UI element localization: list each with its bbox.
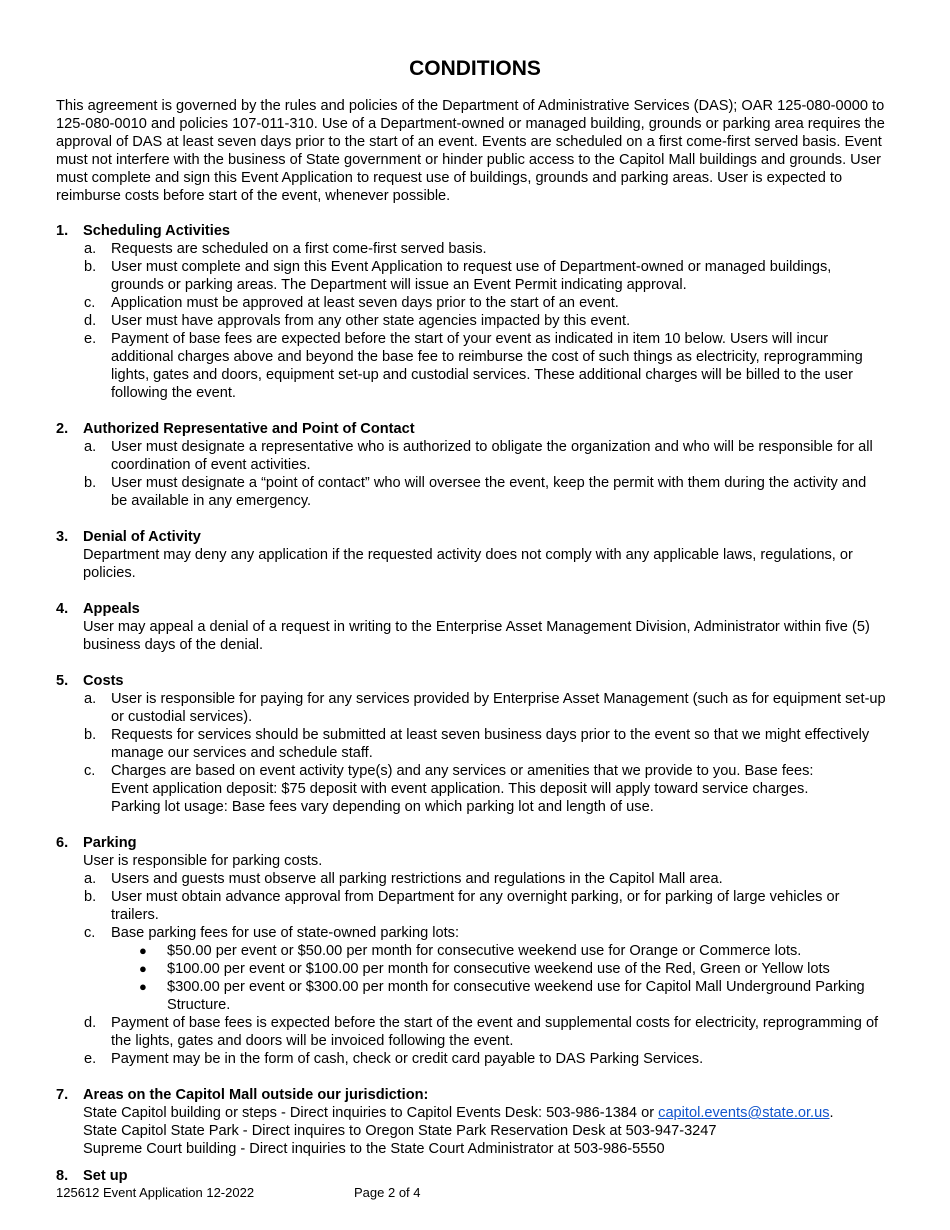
bullet-icon: ●: [139, 979, 147, 994]
list-item: e. Payment may be in the form of cash, check or credit card payable to DAS Parking Services.: [84, 1051, 704, 1067]
intro-paragraph: This agreement is governed by the rules and policies of the Department of Administrative Services (DAS); OAR 125-080-0000 to 125-080-0010 and policies 107-011-310. Use of a Department-owned or managed building, grounds or parking area requires the approval of DAS at least seven days prior to the start of an event. Events are scheduled on a first come-first served basis. Event must not interfere with the business of State government or hinder public access to the Capitol Mall buildings and grounds. User must complete and sign this Event Application to request use of buildings, grounds and parking areas. User is expected to reimburse costs before start of the event, whenever possible.: [56, 98, 885, 204]
section-heading: Set up: [83, 1168, 128, 1184]
section-number: 7.: [56, 1087, 69, 1103]
section-setup: [56, 1168, 128, 1184]
section-heading: Areas on the Capitol Mall outside our jurisdiction:: [83, 1087, 429, 1103]
section-appeals: [56, 600, 906, 654]
list-item: c. Base parking fees for use of state-owned parking lots:: [84, 925, 460, 941]
section-number: 5.: [56, 673, 69, 689]
form-number: 125612 Event Application 12-2022: [56, 1185, 255, 1200]
list-item: b. User must designate a “point of contact” who will oversee the event, keep the permit with them during the activity and be available in any emergency.: [84, 475, 867, 509]
jurisdiction-line: State Capitol State Park - Direct inquires to Oregon State Park Reservation Desk at 503-947-3247: [83, 1123, 717, 1139]
jurisdiction-line: State Capitol building or steps - Direct inquiries to Capitol Events Desk: 503-986-1384 or capitol.events@state.or.us.: [83, 1105, 834, 1121]
page-number: Page 2 of 4: [354, 1185, 421, 1200]
section-outside-jurisdiction: [56, 1086, 906, 1158]
jurisdiction-line: Supreme Court building - Direct inquiries to the State Court Administrator at 503-986-5550: [83, 1141, 665, 1157]
section-scheduling: [56, 222, 906, 402]
section-heading: Parking: [83, 835, 137, 851]
list-item: c. Application must be approved at least seven days prior to the start of an event.: [84, 295, 619, 311]
section-heading: Denial of Activity: [83, 529, 201, 545]
list-item: e. Payment of base fees are expected before the start of your event as indicated in item 10 below. Users will incur additional charges above and beyond the base fee to reimburse the cost of such things as electricity, reprogramming lights, gates and doors, equipment set-up and custodial services. These additional charges will be billed to the user following the event.: [84, 331, 863, 401]
section-costs: [56, 672, 906, 816]
list-item: d. Payment of base fees is expected before the start of the event and supplemental costs for electricity, reprogramming of the lights, gates and doors will be invoiced following the event.: [84, 1015, 879, 1049]
list-item: a. User must designate a representative who is authorized to obligate the organization and who will be responsible for all coordination of event activities.: [84, 439, 873, 473]
bullet-item: ● $300.00 per event or $300.00 per month for consecutive weekend use for Capitol Mall Underground Parking Structure.: [139, 979, 865, 1013]
list-item: a. User is responsible for paying for any services provided by Enterprise Asset Management (such as for equipment set-up or custodial services).: [84, 691, 886, 725]
bullet-item: ● $100.00 per event or $100.00 per month for consecutive weekend use of the Red, Green or Yellow lots: [139, 961, 830, 977]
section-number: 8.: [56, 1168, 69, 1184]
section-number: 6.: [56, 835, 69, 851]
section-number: 4.: [56, 601, 69, 617]
list-item: c. Charges are based on event activity type(s) and any services or amenities that we provide to you. Base fees: Event application deposit: $75 deposit with event application. This deposit will apply toward service charges. Parking lot usage: Base fees vary depending on which parking lot and length of use.: [84, 763, 814, 815]
section-heading: Costs: [83, 673, 124, 689]
bullet-icon: ●: [139, 943, 147, 958]
bullet-icon: ●: [139, 961, 147, 976]
section-heading: Authorized Representative and Point of Contact: [83, 421, 415, 437]
bullet-item: ● $50.00 per event or $50.00 per month for consecutive weekend use for Orange or Commerce lots.: [139, 943, 802, 959]
capitol-events-email-link[interactable]: capitol.events@state.or.us: [658, 1105, 830, 1121]
section-authorized-representative: [56, 420, 906, 510]
section-parking: [56, 834, 906, 1068]
list-item: a. Requests are scheduled on a first come-first served basis.: [84, 241, 487, 257]
list-item: b. Requests for services should be submitted at least seven business days prior to the event so that we might effectively manage our services and schedule staff.: [84, 727, 870, 761]
list-item: d. User must have approvals from any other state agencies impacted by this event.: [84, 313, 631, 329]
section-number: 1.: [56, 223, 69, 239]
section-denial: [56, 528, 906, 582]
page-title: CONDITIONS: [409, 57, 541, 80]
section-text: User may appeal a denial of a request in writing to the Enterprise Asset Management Division, Administrator within five (5) business days of the denial.: [83, 619, 870, 653]
section-heading: Appeals: [83, 601, 140, 617]
list-item: b. User must complete and sign this Event Application to request use of Department-owned or managed buildings, grounds or parking areas. The Department will issue an Event Permit indicating approval.: [84, 259, 832, 293]
list-item: a. Users and guests must observe all parking restrictions and regulations in the Capitol Mall area.: [84, 871, 723, 887]
section-number: 2.: [56, 421, 69, 437]
list-item: b. User must obtain advance approval from Department for any overnight parking, or for parking of large vehicles or trailers.: [84, 889, 840, 923]
page-footer: [56, 1185, 421, 1201]
section-number: 3.: [56, 529, 69, 545]
section-text: Department may deny any application if the requested activity does not comply with any applicable laws, regulations, or policies.: [83, 547, 853, 581]
section-text: User is responsible for parking costs.: [83, 853, 323, 869]
section-heading: Scheduling Activities: [83, 223, 231, 239]
